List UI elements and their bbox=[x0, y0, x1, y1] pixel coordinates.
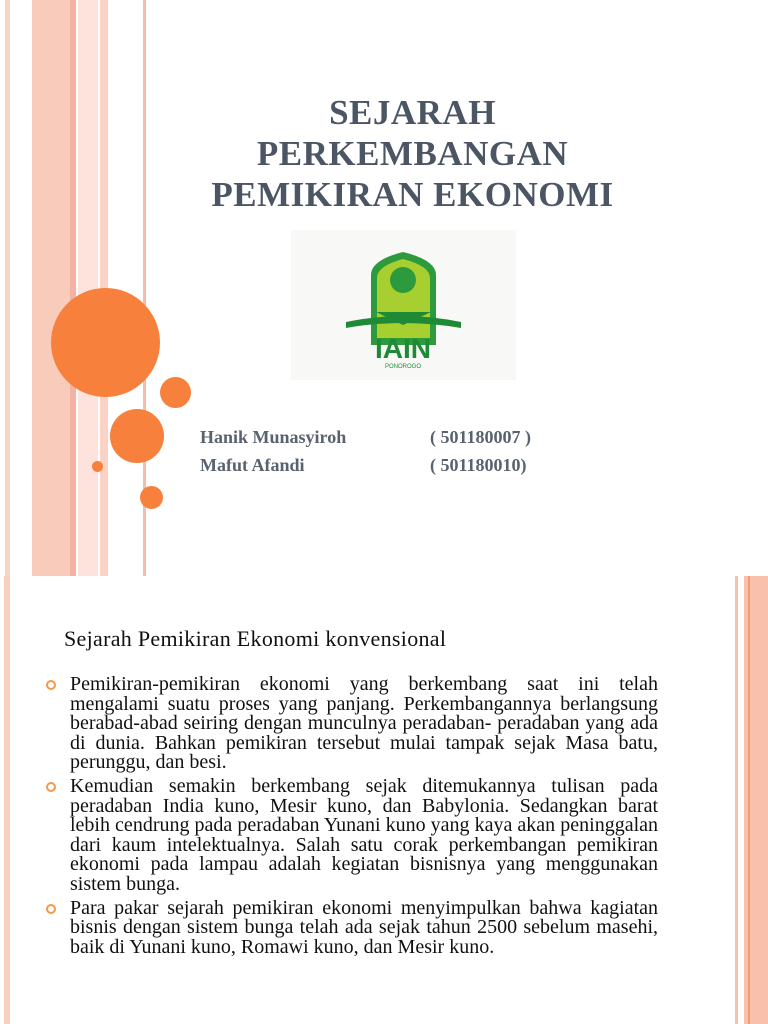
bullet-text: Para pakar sejarah pemikiran ekonomi menyimpulkan bahwa kagiatan bisnis dengan sistem bunga telah ada sejak tahun 2500 sebelum masehi, baik di Yunani kuno, Romawi kuno, dan Mesir kuno. bbox=[70, 896, 658, 958]
bullet-item bbox=[46, 774, 658, 895]
iain-logo bbox=[291, 230, 516, 380]
slide-content bbox=[0, 576, 768, 1024]
svg-text:PONOROGO: PONOROGO bbox=[384, 364, 422, 370]
author-row bbox=[200, 427, 531, 448]
decorative-circle bbox=[160, 377, 191, 408]
bullet-text: Kemudian semakin berkembang sejak ditemukannya tulisan pada peradaban India kuno, Mesir kuno, dan Babylonia. Sedangkan barat lebih cendrung pada peradaban Yunani kuno yang kaya akan peninggalan dari kaum intelektualnya. Salah satu corak perkembangan pemikiran ekonomi pada lampau adalah kegiatan bisnisnya yang menggunakan sistem bunga. bbox=[70, 774, 658, 895]
stripe bbox=[735, 576, 738, 1024]
stripe bbox=[4, 576, 10, 1024]
bullet-icon bbox=[46, 680, 56, 690]
bullet-item bbox=[46, 896, 658, 958]
slide-heading: Sejarah Pemikiran Ekonomi konvensional bbox=[64, 626, 447, 651]
author-name: Hanik Munasyiroh bbox=[200, 427, 347, 447]
stripe bbox=[5, 0, 10, 576]
decorative-circle bbox=[110, 409, 164, 463]
bullet-list bbox=[46, 675, 658, 961]
stripe bbox=[70, 0, 76, 576]
decorative-circle bbox=[51, 288, 160, 397]
page-title: SEJARAH PERKEMBANGAN PEMIKIRAN EKONOMI bbox=[211, 93, 614, 214]
svg-text:IAIN: IAIN bbox=[375, 333, 431, 364]
stripe bbox=[748, 576, 750, 1024]
author-name: Mafut Afandi bbox=[200, 455, 305, 475]
stripe bbox=[32, 0, 70, 576]
author-row bbox=[200, 455, 527, 476]
bullet-icon bbox=[46, 904, 56, 914]
bullet-item bbox=[46, 675, 658, 773]
author-id: ( 501180010) bbox=[430, 455, 527, 475]
bullet-icon bbox=[46, 782, 56, 792]
decorative-circle bbox=[92, 461, 103, 472]
decorative-circle bbox=[140, 486, 163, 509]
bullet-text: Pemikiran-pemikiran ekonomi yang berkembang saat ini telah mengalami suatu proses yang panjang. Perkembangannya berlangsung berabad-abad seiring dengan munculnya peradaban- peradaban yang ada di dunia. Bahkan pemikiran tersebut mulai tampak sejak Masa batu, perunggu, dan besi. bbox=[70, 673, 658, 774]
author-id: ( 501180007 ) bbox=[430, 427, 531, 447]
